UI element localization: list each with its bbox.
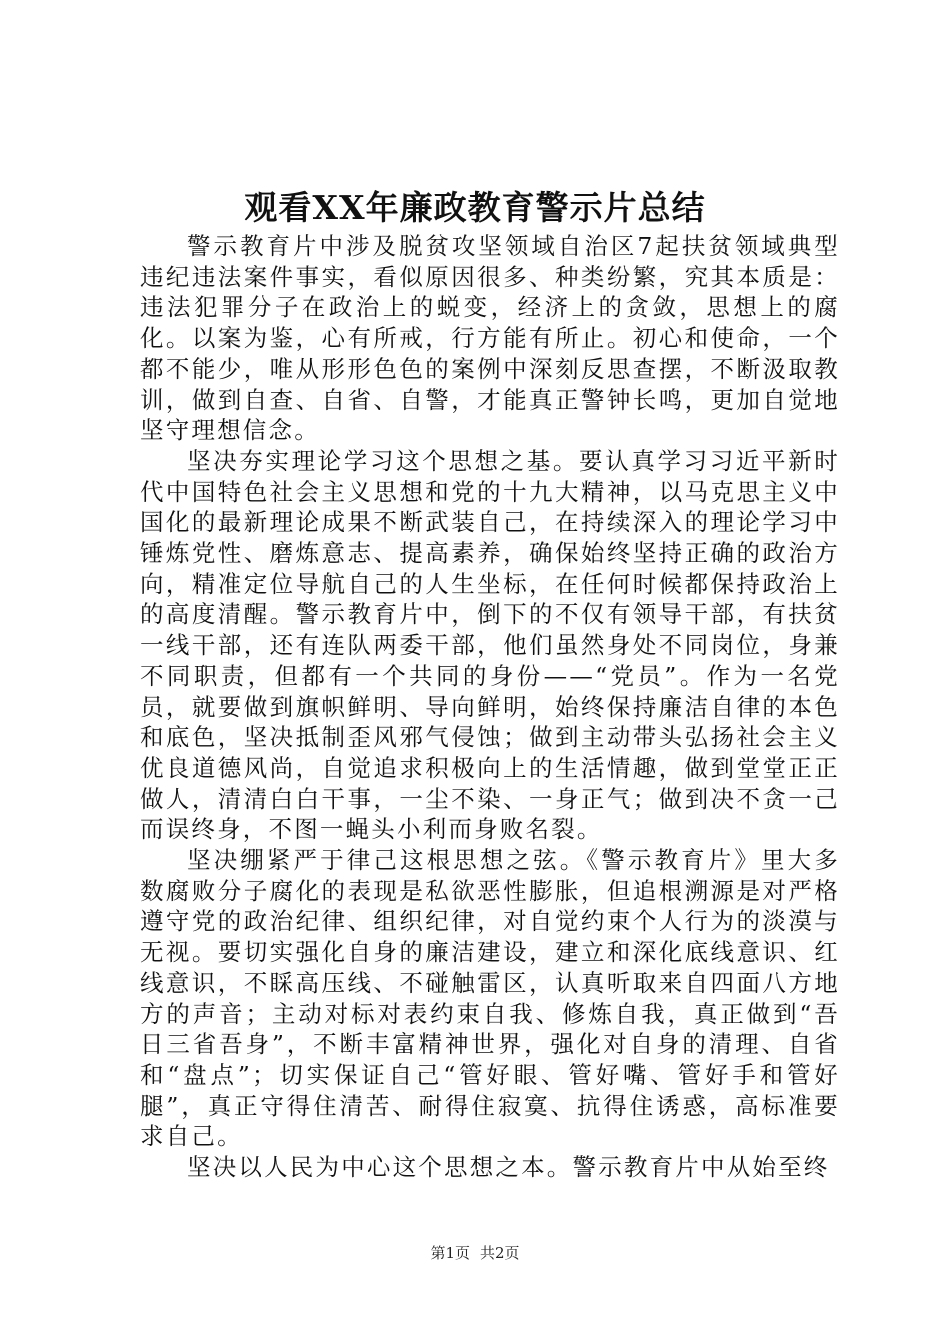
paragraph-3: 坚决绷紧严于律己这根思想之弦。《警示教育片》里大多数腐败分子腐化的表现是私欲恶性膨胀，但追根溯源是对严格遵守党的政治纪律、组织纪律，对自觉约束个人行为的淡漠与无视。要切实强化自身的廉洁建设，建立和深化底线意识、红线意识，不睬高压线、不碰触雷区，认真听取来自四面八方地方的声音；主动对标对表约束自我、修炼自我，真正做到“吾日三省吾身”，不断丰富精神世界，强化对自身的清理、自省和“盘点”；切实保证自己“管好眼、管好嘴、管好手和管好腿”，真正守得住清苦、耐得住寂寞、抗得住诱惑，高标准要求自己。 xyxy=(140,846,840,1151)
document-title: 观看XX年廉政教育警示片总结 xyxy=(244,188,706,227)
page-total: 共2页 xyxy=(480,1244,520,1262)
page-number: 第1页 xyxy=(430,1244,470,1262)
paragraph-4: 坚决以人民为中心这个思想之本。警示教育片中从始至终 xyxy=(187,1153,830,1182)
document-body xyxy=(140,231,840,1183)
paragraph-1: 警示教育片中涉及脱贫攻坚领域自治区7起扶贫领域典型违纪违法案件事实，看似原因很多、种类纷繁，究其本质是：违法犯罪分子在政治上的蜕变，经济上的贪敛，思想上的腐化。以案为鉴，心有所戒，行方能有所止。初心和使命，一个都不能少，唯从形形色色的案例中深刻反思查摆，不断汲取教训，做到自查、自省、自警，才能真正警钟长鸣，更加自觉地坚守理想信念。 xyxy=(140,232,840,445)
page-footer xyxy=(0,1243,950,1263)
paragraph-2: 坚决夯实理论学习这个思想之基。要认真学习习近平新时代中国特色社会主义思想和党的十九大精神，以马克思主义中国化的最新理论成果不断武装自己，在持续深入的理论学习中锤炼党性、磨炼意志、提高素养，确保始终坚持正确的政治方向，精准定位导航自己的人生坐标，在任何时候都保持政治上的高度清醒。警示教育片中，倒下的不仅有领导干部，有扶贫一线干部，还有连队两委干部，他们虽然身处不同岗位，身兼不同职责，但都有一个共同的身份——“党员”。作为一名党员，就要做到旗帜鲜明、导向鲜明，始终保持廉洁自律的本色和底色，坚决抵制歪风邪气侵蚀；做到主动带头弘扬社会主义优良道德风尚，自觉追求积极向上的生活情趣，做到堂堂正正做人，清清白白干事，一尘不染、一身正气；做到决不贪一己而误终身，不图一蝇头小利而身败名裂。 xyxy=(140,446,840,844)
